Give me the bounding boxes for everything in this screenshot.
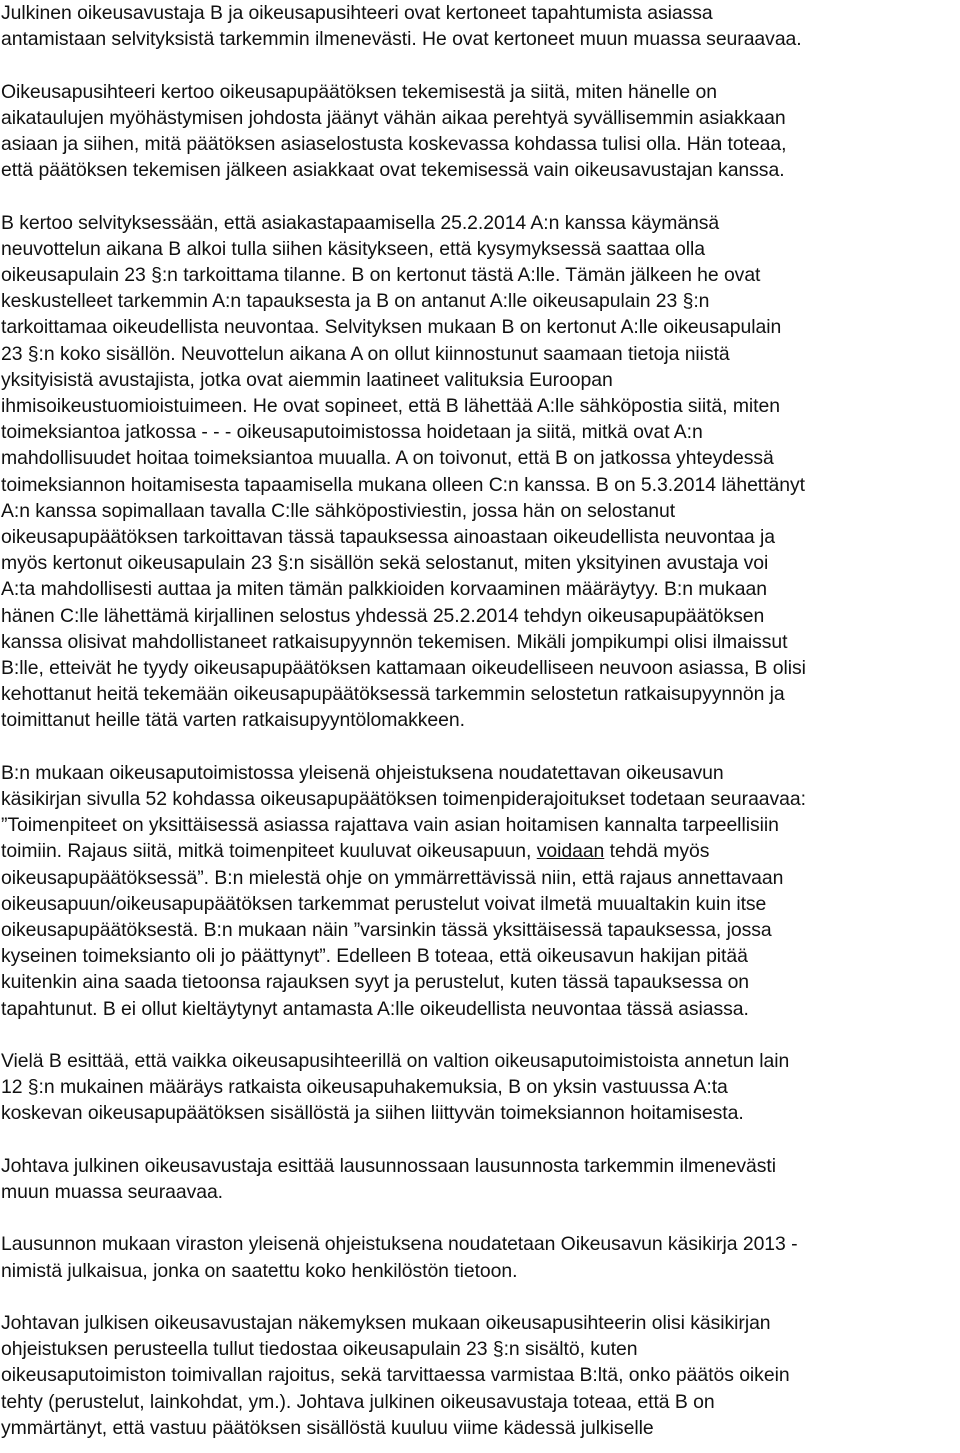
underlined-word: voidaan	[536, 840, 605, 863]
paragraph-b-responsibility: Vielä B esittää, että vaikka oikeusapusihteerillä on valtion oikeusaputoimistoista annetun lain 12 §:n mukainen määräys ratkaista oikeusapuhakemuksia, B on yksin vastuussa A:ta koskevan oikeusapupäätöksen sisällöstä ja siihen liittyvän toimeksiannon hoitamisesta.	[1, 1050, 790, 1125]
paragraph-chief-opinion: Johtavan julkisen oikeusavustajan näkemyksen mukaan oikeusapusihteerin olisi käsikirjan ohjeistuksen perusteella tullut tiedostaa oikeusapulain 23 §:n sisältö, kuten oikeusaputoimiston toimivallan rajoitus, sekä tarvittaessa varmistaa B:ltä, onko päätös oikein tehty (perustelut, lainkohdat, ym.). Johtava julkinen oikeusavustaja toteaa, että B on ymmärtänyt, että vastuu päätöksen sisällöstä kuuluu viime kädessä julkiselle	[1, 1312, 790, 1439]
paragraph-handbook-part-2: tehdä myös oikeusapupäätöksessä”. B:n mielestä ohje on ymmärrettävissä niin, että rajaus annettavaan oikeusapuun/oikeusapupäätöksen tarkemmat perustelut voivat ilmetä muualtakin kuin itse oikeusapupäätöksestä. B:n mukaan näin ”varsinkin tässä yksittäisessä tapauksessa, jossa kyseinen toimeksianto oli jo päättynyt”. Edelleen B toteaa, että oikeusavun hakijan pitää kuitenkin aina saada tietoonsa rajauksen syyt ja perustelut, kuten tässä tapauksessa on tapahtunut. B ei ollut kieltäytynyt antamasta A:lle oikeudellista neuvontaa tässä asiassa.	[1, 840, 784, 1020]
paragraph-handbook-part-1: B:n mukaan oikeusaputoimistossa yleisenä ohjeistuksena noudatettavan oikeusavun käsikirjan sivulla 52 kohdassa oikeusapupäätöksen toimenpiderajoitukset todetaan seuraavaa: ”Toimenpiteet on yksittäisessä asiassa rajattava vain asian hoitamisen kannalta tarpeellisiin toimiin. Rajaus siitä, mitkä toimenpiteet kuuluvat oikeusapuun,	[1, 761, 806, 863]
paragraph-secretary-statement: Oikeusapusihteeri kertoo oikeusapupäätöksen tekemisestä ja siitä, miten hänelle on aikataulujen myöhästymisen johdosta jäänyt vähän aikaa perehtyä syvällisemmin asiakkaan asiaan ja siihen, mitä päätöksen asiaselostusta koskevassa kohdassa tulisi olla. Hän toteaa, että päätöksen tekemisen jälkeen asiakkaat ovat tekemisessä vain oikeusavustajan kanssa.	[1, 80, 787, 182]
paragraph-intro: Julkinen oikeusavustaja B ja oikeusapusihteeri ovat kertoneet tapahtumista asiassa antamistaan selvityksistä tarkemmin ilmenevästi. He ovat kertoneet muun muassa seuraavaa.	[1, 2, 802, 51]
paragraph-handbook-guidance	[1, 760, 960, 1022]
paragraph-guideline: Lausunnon mukaan viraston yleisenä ohjeistuksena noudatetaan Oikeusavun käsikirja 2013 - nimistä julkaisua, jonka on saatettu koko henkilöstön tietoon.	[1, 1233, 798, 1282]
paragraph-b-statement: B kertoo selvityksessään, että asiakastapaamisella 25.2.2014 A:n kanssa käymänsä neuvottelun aikana B alkoi tulla siihen käsitykseen, että kysymyksessä saattaa olla oikeusapulain 23 §:n tarkoittama tilanne. B on kertonut tästä A:lle. Tämän jälkeen he ovat keskustelleet tarkemmin A:n tapauksesta ja B on antanut A:lle oikeusapulain 23 §:n tarkoittamaa oikeudellista neuvontaa. Selvityksen mukaan B on kertonut A:lle oikeusapulain 23 §:n koko sisällön. Neuvottelun aikana A on ollut kiinnostunut saamaan tietoja niistä yksityisistä avustajista, jotka ovat aiemmin laatineet valituksia Euroopan ihmisoikeustuomioistuimeen. He ovat sopineet, että B lähettää A:lle sähköpostia siitä, miten toimeksiantoa jatkossa - - - oikeusaputoimistossa hoidetaan ja siitä, mitkä ovat A:n mahdollisuudet hoitaa toimeksiantoa muualla. A on toivonut, että B on jatkossa yhteydessä toimeksiannon hoitamisesta tapaamisella mukana olleen C:n kanssa. B on 5.3.2014 lähettänyt A:n kanssa sopimallaan tavalla C:lle sähköpostiviestin, jossa hän on selostanut oikeusapupäätöksen tarkoittavan tässä tapauksessa ainoastaan oikeudellista neuvontaa ja myös kertonut oikeusapulain 23 §:n sisällön sekä selostanut, miten yksityinen avustaja voi A:ta mahdollisesti auttaa ja miten tämän palkkioiden korvaaminen määräytyy. B:n mukaan hänen C:lle lähettämä kirjallinen selostus yhdessä 25.2.2014 tehdyn oikeusapupäätöksen kanssa olisivat mahdollistaneet ratkaisupyynnön tekemisen. Mikäli jompikumpi olisi ilmaissut B:lle, etteivät he tyydy oikeusapupäätöksen kattamaan oikeudelliseen neuvoon asiassa, B olisi kehottanut heitä tekemään oikeusapupäätöksessä tarkemmin selostetun ratkaisupyynnön ja toimittanut heille tätä varten ratkaisupyyntölomakkeen.	[1, 211, 806, 732]
paragraph-chief-statement: Johtava julkinen oikeusavustaja esittää lausunnossaan lausunnosta tarkemmin ilmenevästi muun muassa seuraavaa.	[1, 1154, 776, 1204]
